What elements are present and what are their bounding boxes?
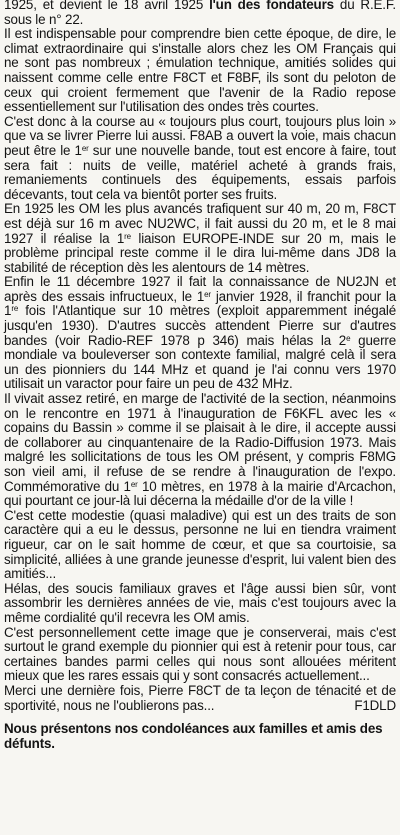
p1925-text-a: En 1925 les OM les plus avancés trafiquent sur 40 m, 20 m, F8CT est déjà sur 16 m avec NU2WC, il fait aussi du 20 m, et le 8 mai 1927 il réalise la 1 <box>4 201 396 246</box>
atlantic-text-d: guerre mondiale va bouleverser son contexte familial, malgré celà il sera un des pionniers du 144 MHz et quand je l'ai connu vers 1970 utilisait un varactor pour faire un peu de 432 MHz. <box>4 332 396 392</box>
thanks-text: Merci une dernière fois, Pierre F8CT de ta leçon de ténacité et de sportivité, nous ne l'oublierons pas... <box>4 682 396 713</box>
condolences-note: Nous présentons nos condoléances aux familles et amis des défunts. <box>4 721 383 752</box>
author-signature: F1DLD <box>354 697 396 713</box>
p1925-sup: re <box>124 231 131 241</box>
paragraph-retired <box>4 392 396 509</box>
retired-sup: er <box>130 479 138 489</box>
race-text-a: C'est donc à la course au « toujours plus court, toujours plus loin » que va se livrer Pierre lui aussi. F8AB a ouvert la voie, mais chacun peut être le 1 <box>4 113 396 158</box>
paragraph-climate: Il est indispensable pour comprendre bien cette époque, de dire, le climat extraordinaire qui s'installe alors chez les OM Français qui ne sont pas nombreux ; émulation technique, amitiés solides qui naissent comme celle entre F8CT et F8BF, ils sont du peloton de ceux qui croient fermement que l'avenir de la Radio repose essentiellement sur l'utilisation des ondes très courtes. <box>4 26 396 115</box>
founding-bold-text: l'un des fondateurs <box>209 0 334 12</box>
paragraph-modesty: C'est cette modestie (quasi maladive) qui est un des traits de son caractère qui a eu le dessus, personne ne lui en tiendra vraiment rigueur, car on le sait homme de cœur, et que sa courtoisie, sa simplicité, alliées à une grande jeunesse d'esprit, lui valent bien des amitiés... <box>4 507 396 582</box>
paragraph-1925 <box>4 202 396 275</box>
atlantic-text-b: janvier 1928, il franchit pour la 1 <box>4 288 396 319</box>
atlantic-sup-3: e <box>346 333 351 343</box>
paragraph-worries: Hélas, des soucis familiaux graves et l'âge aussi bien sûr, vont assombrir les dernières années de vie, mais c'est toujours avec la même cordialité qu'il recevra les OM amis. <box>4 580 396 625</box>
atlantic-text-c: fois l'Atlantique sur 10 mètres (exploit apparemment inégalé jusqu'en 1930). D'autres succès attendent Pierre sur d'autres bandes (voir Radio-REF 1978 p 346) mais hélas la 2 <box>4 303 396 348</box>
retired-text-b: 10 mètres, en 1978 à la mairie d'Arcachon, qui pourtant ce jour-là lui décerna la médaille d'or de la ville ! <box>4 478 396 509</box>
atlantic-sup-1: er <box>204 289 211 299</box>
race-text-b: sur une nouvelle bande, tout est encore à faire, tout sera fait : nuits de veille, matériel acheté à grands frais, remaniements continuels des équipements, essais parfois décevants, tout cela va bientôt porter ses fruits. <box>4 142 396 202</box>
p1925-text-b: liaison EUROPE-INDE sur 20 m, mais le problème principal reste comme il le dira lui-même dans JD8 la stabilité de réception dès les alentours de 14 mètres. <box>4 230 397 275</box>
paragraph-image: C'est personnellement cette image que je conserverai, mais c'est surtout le grand exemple du pionnier qui est à retenir pour tous, car certaines bandes parmi celles qui nous sont allouées méritent mieux que les rares essais qui y sont consacrés actuellement... <box>4 624 396 684</box>
founding-text-end: du R.E.F. sous le n° 22. <box>4 0 396 27</box>
paragraph-founding <box>4 0 396 27</box>
atlantic-text-a: Enfin le 11 décembre 1927 il fait la connaissance de NU2JN et après des essais infructueux, le 1 <box>4 274 396 304</box>
paragraph-thanks <box>4 684 396 713</box>
founding-text: 1925, et devient le 18 avril 1925 <box>4 0 210 12</box>
atlantic-sup-2: re <box>11 304 19 314</box>
paragraph-atlantic <box>4 275 396 392</box>
race-sup: er <box>81 143 89 153</box>
paragraph-race <box>4 115 396 203</box>
retired-text-a: Il vivait assez retiré, en marge de l'activité de la section, néanmoins on le rencontre en 1971 à l'inauguration de F6KFL avec les « copains du Bassin » comme il se plaisait à le dire, il accepte aussi de collaborer au cinquantenaire de la Radio-Diffusion 1973. Mais malgré les sollicitations de tous les OM présent, y compris F8MG son vieil ami, il refuse de se rendre à l'inauguration de l'expo. Commémorative du 1 <box>4 391 396 494</box>
